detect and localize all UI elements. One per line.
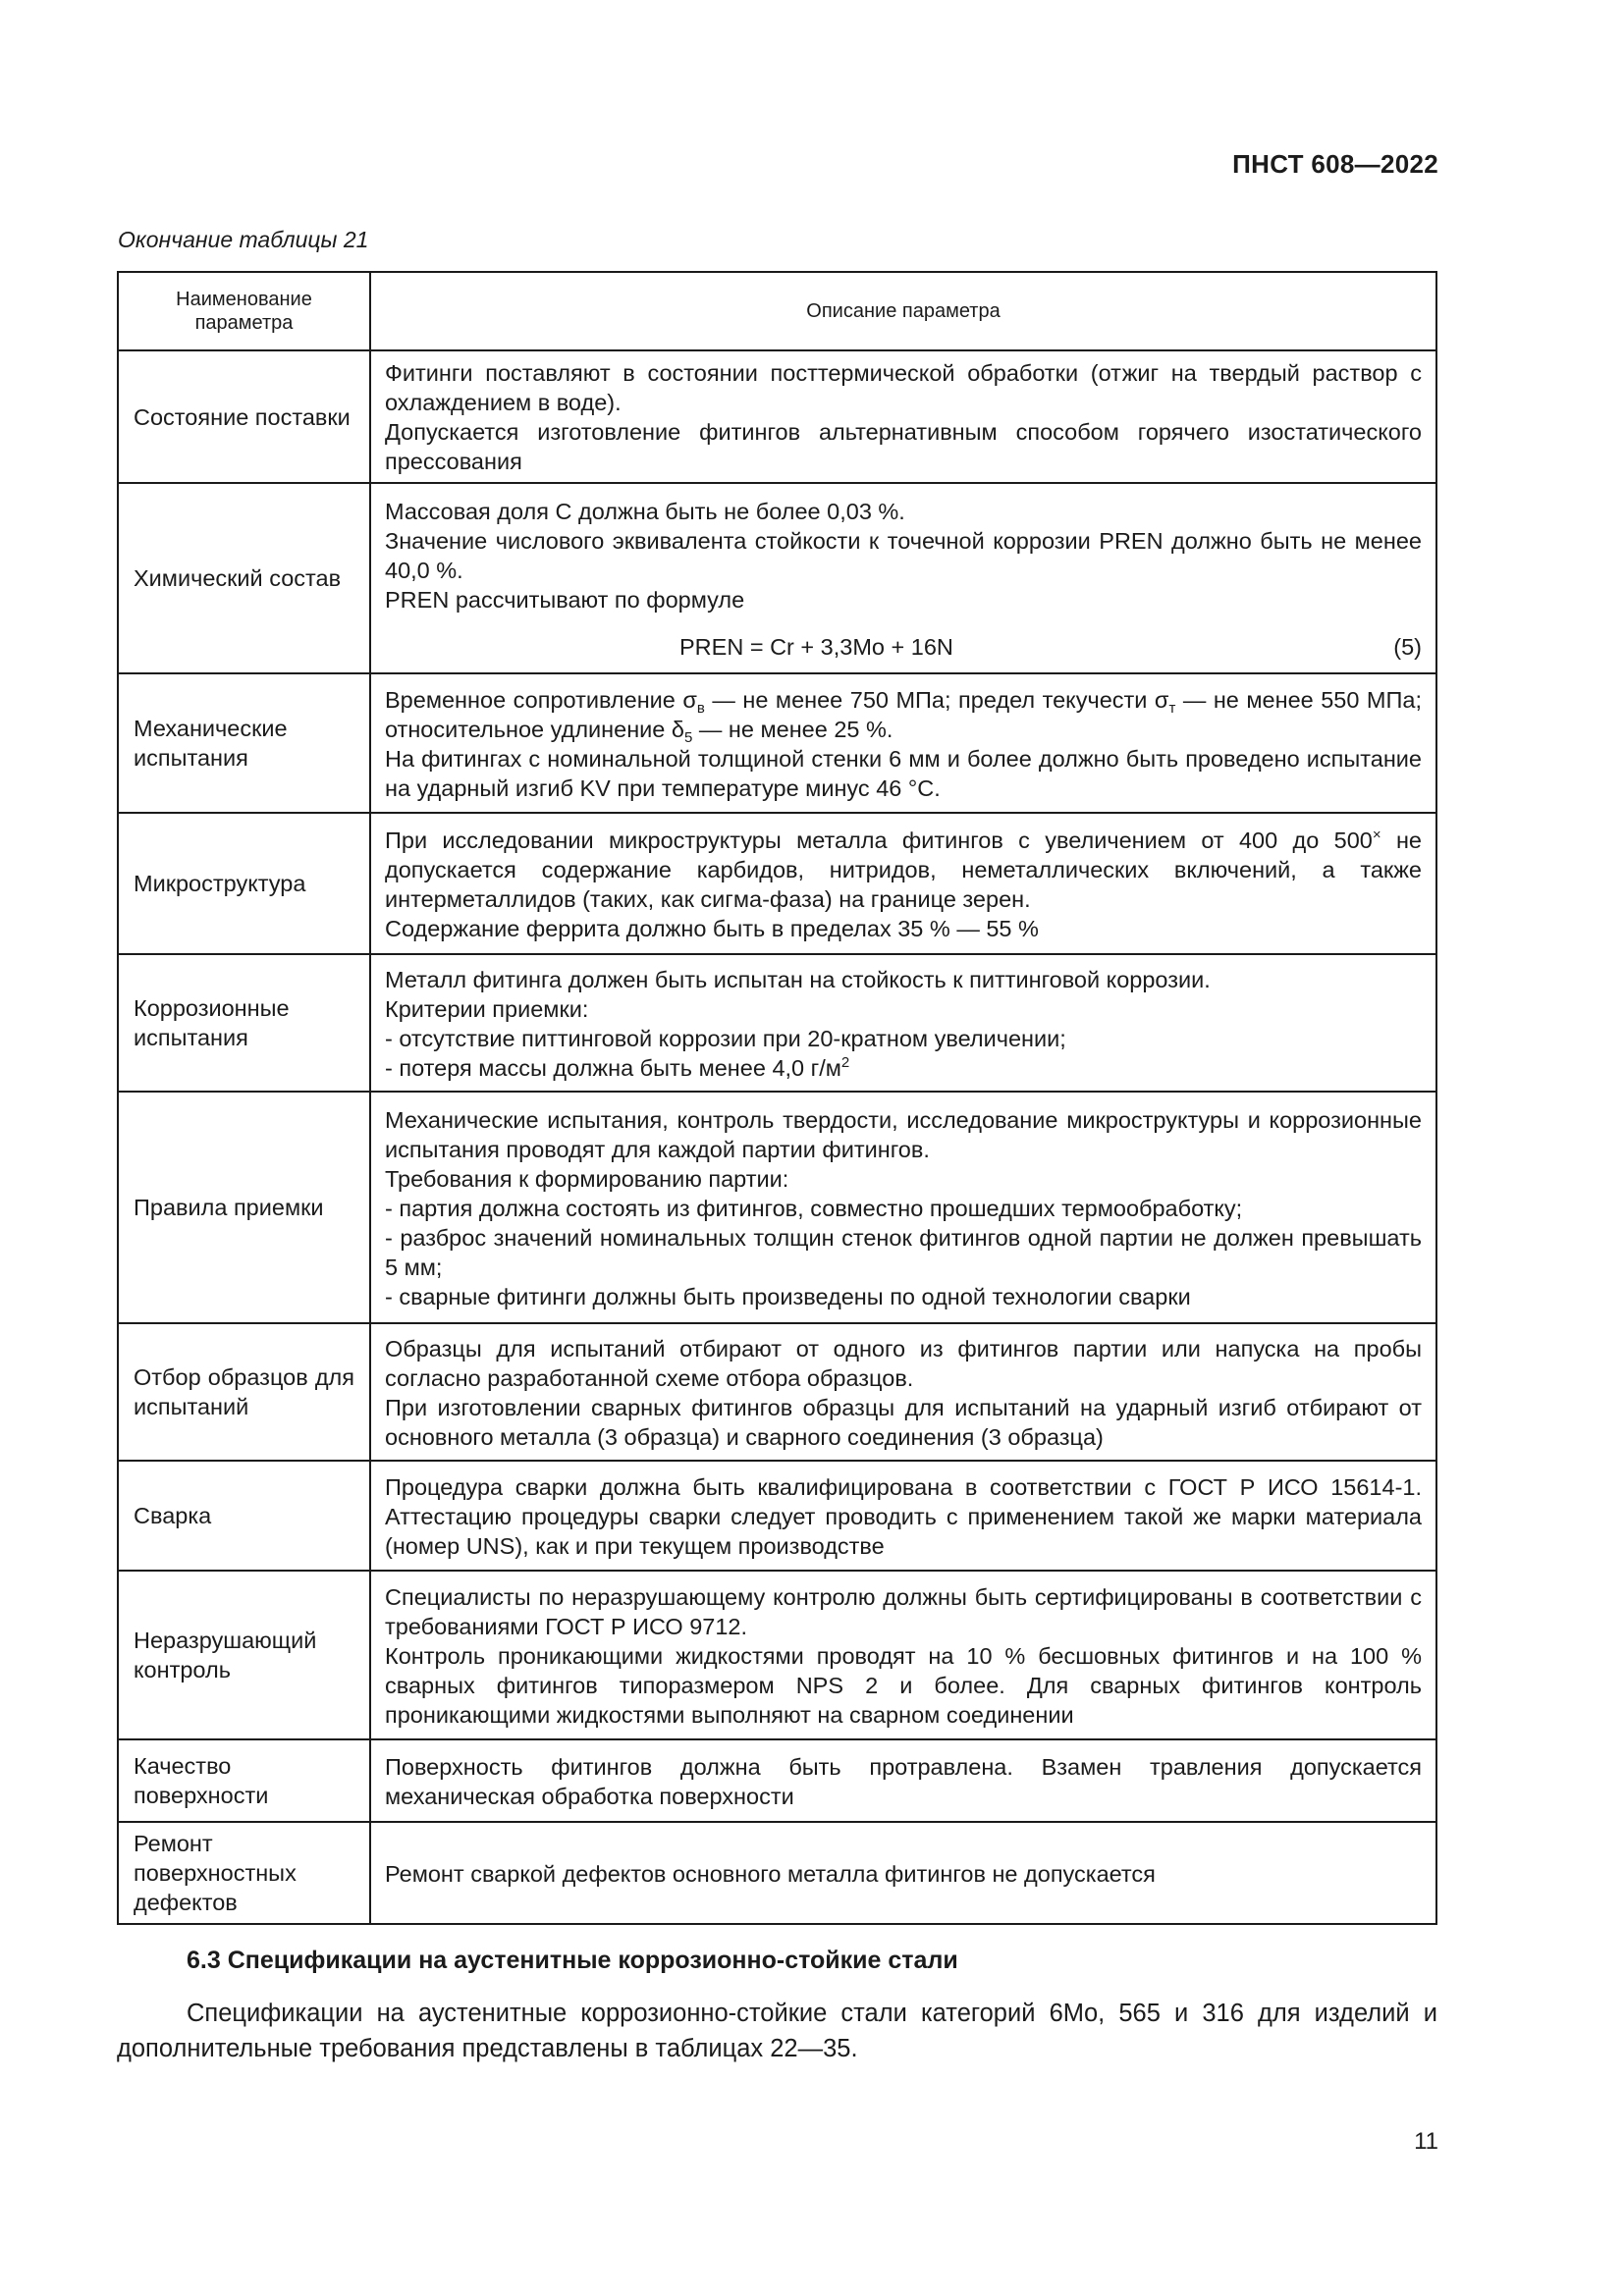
table-row bbox=[118, 1571, 1436, 1739]
table-caption: Окончание таблицы 21 bbox=[118, 227, 369, 252]
table-row bbox=[118, 1822, 1436, 1924]
row-description bbox=[370, 954, 1436, 1092]
description-line: Требования к формированию партии: bbox=[385, 1165, 789, 1192]
description-line: Образцы для испытаний отбирают от одного из фитингов партии или напуска на пробы согласно разработанной схеме отбора образцов. bbox=[385, 1335, 1422, 1391]
description-line: - сварные фитинги должны быть произведены по одной технологии сварки bbox=[385, 1283, 1191, 1309]
description-line: При исследовании микроструктуры металла фитингов с увеличением от 400 до 500× не допускается содержание карбидов, нитридов, неметаллических включений, а также интерметаллидов (таких, как сигма-фаза) на границе зерен. bbox=[385, 826, 1423, 912]
row-description bbox=[370, 1323, 1436, 1461]
description-line: Специалисты по неразрушающему контролю должны быть сертифицированы в соответствии с требованиями ГОСТ Р ИСО 9712. bbox=[385, 1583, 1422, 1639]
row-parameter: Неразрушающий контроль bbox=[118, 1571, 370, 1739]
table-row bbox=[118, 1461, 1436, 1571]
row-parameter: Правила приемки bbox=[118, 1092, 370, 1323]
table-row bbox=[118, 1323, 1436, 1461]
row-description bbox=[370, 1739, 1436, 1822]
row-description bbox=[370, 813, 1436, 954]
row-parameter: Механические испытания bbox=[118, 673, 370, 813]
table-row bbox=[118, 483, 1436, 673]
formula bbox=[385, 632, 1422, 662]
description-line: Массовая доля С должна быть не более 0,03 %. bbox=[385, 498, 905, 524]
spec-table bbox=[117, 271, 1437, 1925]
row-parameter: Микроструктура bbox=[118, 813, 370, 954]
description-line: Механические испытания, контроль твердости, исследование микроструктуры и коррозионные испытания проводят для каждой партии фитингов. bbox=[385, 1106, 1422, 1162]
description-line: Значение числового эквивалента стойкости к точечной коррозии PREN должно быть не менее 40,0 %. bbox=[385, 527, 1422, 583]
description-line: PREN рассчитывают по формуле bbox=[385, 586, 745, 613]
row-parameter: Сварка bbox=[118, 1461, 370, 1571]
description-line: Фитинги поставляют в состоянии посттермической обработки (отжиг на твердый раствор с охлаждением в воде). bbox=[385, 360, 1422, 415]
section-heading: 6.3 Спецификации на аустенитные коррозионно-стойкие стали bbox=[187, 1947, 958, 1974]
row-description bbox=[370, 673, 1436, 813]
description-line: На фитингах с номинальной толщиной стенки 6 мм и более должно быть проведено испытание на ударный изгиб KV при температуре минус 46 °С. bbox=[385, 745, 1422, 801]
description-line: - потеря массы должна быть менее 4,0 $г/м^2$ bbox=[385, 1053, 850, 1081]
formula-number: (5) bbox=[1393, 633, 1422, 660]
row-description bbox=[370, 1461, 1436, 1571]
description-line: Поверхность фитингов должна быть протравлена. Взамен травления допускается механическая обработка поверхности bbox=[385, 1753, 1422, 1809]
row-parameter: Отбор образцов для испытаний bbox=[118, 1323, 370, 1461]
description-line: Металл фитинга должен быть испытан на стойкость к питтинговой коррозии. bbox=[385, 966, 1211, 992]
document-code: ПНСТ 608—2022 bbox=[1232, 149, 1438, 179]
table-row bbox=[118, 673, 1436, 813]
row-parameter: Качество поверхности bbox=[118, 1739, 370, 1822]
description-line: Содержание феррита должно быть в пределах 35 % — 55 % bbox=[385, 915, 1039, 941]
column-header-description: Описание параметра bbox=[370, 272, 1436, 350]
row-description bbox=[370, 1092, 1436, 1323]
table-row bbox=[118, 350, 1436, 483]
description-line: - партия должна состоять из фитингов, совместно прошедших термообработку; bbox=[385, 1195, 1243, 1221]
table-row bbox=[118, 954, 1436, 1092]
row-parameter: Состояние поставки bbox=[118, 350, 370, 483]
table-row bbox=[118, 1739, 1436, 1822]
description-line: Критерии приемки: bbox=[385, 995, 589, 1022]
row-description bbox=[370, 1822, 1436, 1924]
page-number: 11 bbox=[1414, 2128, 1438, 2155]
description-line: - разброс значений номинальных толщин стенок фитингов одной партии не должен превышать 5 мм; bbox=[385, 1224, 1422, 1280]
table-row bbox=[118, 1092, 1436, 1323]
description-line: Процедура сварки должна быть квалифицирована в соответствии с ГОСТ Р ИСО 15614-1. Аттестацию процедуры сварки следует проводить с применением такой же марки материала (номер UNS), как и при текущем производстве bbox=[385, 1473, 1422, 1559]
description-line: Контроль проникающими жидкостями проводят на 10 % бесшовных фитингов и на 100 % сварных фитингов типоразмером NPS 2 и более. Для сварных фитингов контроль проникающими жидкостями выполняют на сварном соединении bbox=[385, 1642, 1422, 1728]
section-paragraph: Спецификации на аустенитные коррозионно-стойкие стали категорий 6Mo, 565 и 316 для изделий и дополнительные требования представлены в таблицах 22—35. bbox=[117, 2000, 1437, 2062]
description-line: Допускается изготовление фитингов альтернативным способом горячего изостатического прессования bbox=[385, 419, 1422, 474]
description-line: При изготовлении сварных фитингов образцы для испытаний на ударный изгиб отбирают от основного металла (3 образца) и сварного соединения (3 образца) bbox=[385, 1394, 1422, 1450]
row-description bbox=[370, 350, 1436, 483]
formula-expression: PREN = Cr + 3,3Mo + 16N bbox=[679, 633, 953, 660]
row-parameter: Коррозионные испытания bbox=[118, 954, 370, 1092]
table-row bbox=[118, 813, 1436, 954]
description-line: Ремонт сваркой дефектов основного металла фитингов не допускается bbox=[385, 1860, 1156, 1887]
description-line: - отсутствие питтинговой коррозии при 20-кратном увеличении; bbox=[385, 1025, 1066, 1051]
column-header-parameter: Наименование параметра bbox=[118, 272, 370, 350]
description-line: Временное сопротивление $\sigma_в$ — не менее 750 МПа; предел текучести $\sigma_т$ — не менее 550 МПа; относительное удлинение $\delta_5$ — не менее 25 %. bbox=[385, 686, 1423, 746]
table-header-row bbox=[118, 272, 1436, 350]
row-description bbox=[370, 483, 1436, 673]
row-parameter: Химический состав bbox=[118, 483, 370, 673]
row-description bbox=[370, 1571, 1436, 1739]
row-parameter: Ремонт поверхностных дефектов bbox=[118, 1822, 370, 1924]
